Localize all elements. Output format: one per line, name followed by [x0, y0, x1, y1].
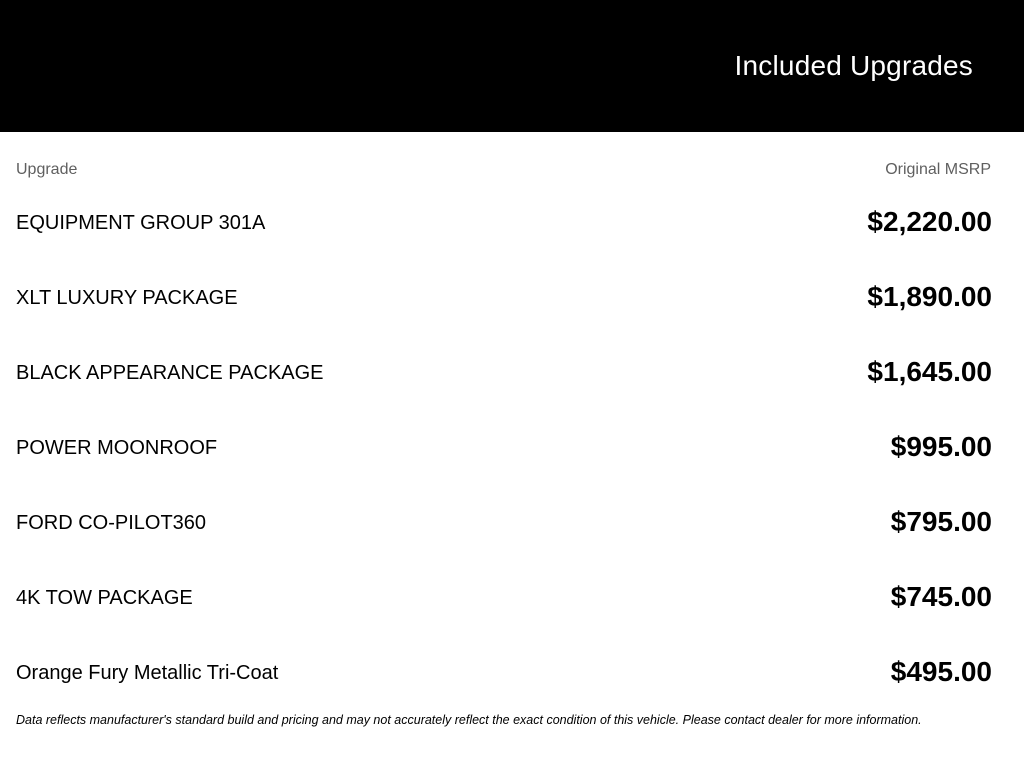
upgrade-name: POWER MOONROOF [16, 437, 218, 459]
upgrade-name: BLACK APPEARANCE PACKAGE [16, 362, 324, 384]
upgrade-price: $1,645.00 [867, 356, 992, 387]
upgrade-price: $745.00 [890, 581, 992, 612]
page-title: Included Upgrades [734, 50, 973, 81]
upgrade-price: $995.00 [890, 431, 992, 462]
upgrade-list [16, 202, 992, 727]
upgrade-row [16, 502, 992, 577]
upgrade-row [16, 577, 992, 652]
upgrade-price: $495.00 [890, 656, 992, 687]
upgrade-name: FORD CO-PILOT360 [16, 512, 207, 534]
disclaimer-text: Data reflects manufacturer's standard build and pricing and may not accurately reflect the exact condition of this vehicle. Please contact dealer for more information. [16, 713, 922, 727]
upgrade-name: EQUIPMENT GROUP 301A [16, 212, 266, 234]
column-header-msrp: Original MSRP [885, 161, 991, 178]
upgrade-price: $795.00 [890, 506, 992, 537]
upgrade-row [16, 202, 992, 277]
header-banner [0, 0, 1024, 132]
column-header-upgrade: Upgrade [16, 161, 78, 178]
upgrade-price: $2,220.00 [867, 206, 992, 237]
column-headers [16, 159, 992, 181]
upgrade-row [16, 277, 992, 352]
upgrade-row [16, 352, 992, 427]
upgrade-name: Orange Fury Metallic Tri-Coat [16, 662, 279, 684]
upgrade-name: XLT LUXURY PACKAGE [16, 287, 238, 309]
upgrade-price: $1,890.00 [867, 281, 992, 312]
upgrade-row [16, 427, 992, 502]
upgrade-name: 4K TOW PACKAGE [16, 587, 193, 609]
